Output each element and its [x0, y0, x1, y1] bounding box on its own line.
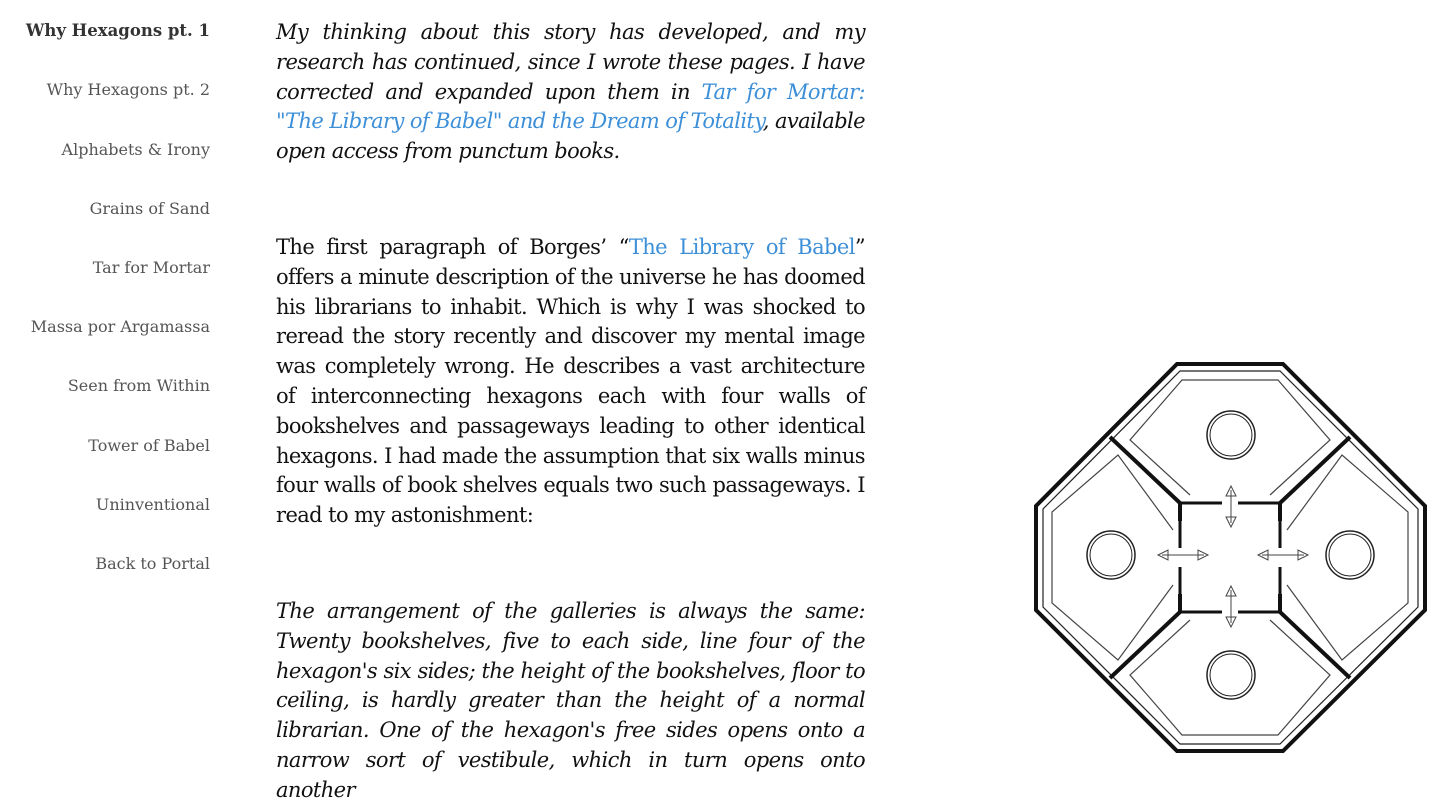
well-bottom	[1207, 651, 1255, 699]
intro-text-after: , available open access from punctum books.	[276, 109, 865, 164]
outer-wall	[1036, 364, 1425, 751]
borges-quote: The arrangement of the galleries is always the same: Twenty bookshelves, five to each side, line four of the hexagon's six sides; the height of the bookshelves, floor to ceiling, is hardly greater than the height of a normal librarian. One of the hexagon's free sides opens onto a narrow sort of vestibule, which in turn opens onto another	[276, 598, 865, 802]
library-of-babel-link[interactable]: The Library of Babel	[628, 234, 855, 259]
well-left	[1087, 531, 1135, 579]
paragraph-text-before: The first paragraph of Borges’ “	[276, 234, 629, 259]
well-right	[1326, 531, 1374, 579]
nav-tower-of-babel[interactable]: Tower of Babel	[88, 436, 210, 455]
nav-why-hexagons-pt-1[interactable]: Why Hexagons pt. 1	[25, 21, 210, 40]
well-bottom-inner	[1210, 654, 1252, 696]
nav-why-hexagons-pt-2[interactable]: Why Hexagons pt. 2	[46, 80, 210, 99]
nav-tar-for-mortar[interactable]: Tar for Mortar	[92, 258, 210, 277]
inner-wall-line	[1043, 371, 1418, 744]
nav-massa-por-argamassa[interactable]: Massa por Argamassa	[30, 317, 210, 336]
well-right-inner	[1329, 534, 1371, 576]
well-top	[1207, 411, 1255, 459]
well-top-inner	[1210, 414, 1252, 456]
well-left-inner	[1090, 534, 1132, 576]
nav-seen-from-within[interactable]: Seen from Within	[67, 376, 210, 395]
nav-uninventional[interactable]: Uninventional	[95, 495, 210, 514]
tar-for-mortar-link[interactable]: Tar for Mortar: "The Library of Babel" and the Dream of Totality	[276, 79, 865, 134]
paragraph-text-after: ” offers a minute description of the universe he has doomed his librarians to inhabit. Which is why I was shocked to reread the story recently and discover my mental image was completely wrong. He describes a vast architecture of interconnecting hexagons each with four walls of bookshelves and passageways leading to other identical hexagons. I had made the assumption that six walls minus four walls of book shelves equals two such passageways. I read to my astonishment:	[276, 234, 865, 528]
nav-back-to-portal[interactable]: Back to Portal	[95, 554, 210, 573]
article-body	[276, 18, 865, 806]
intro-text-before: My thinking about this story has developed, and my research has continued, since I wrote these pages. I have corrected and expanded upon them in	[276, 20, 865, 104]
diagonal-partitions	[1110, 437, 1350, 678]
hexagon-library-diagram	[1030, 360, 1430, 755]
intro-note	[276, 18, 865, 167]
body-paragraph	[276, 233, 865, 531]
nav-alphabets-irony[interactable]: Alphabets & Irony	[61, 140, 210, 159]
nav-grains-of-sand[interactable]: Grains of Sand	[89, 199, 210, 218]
